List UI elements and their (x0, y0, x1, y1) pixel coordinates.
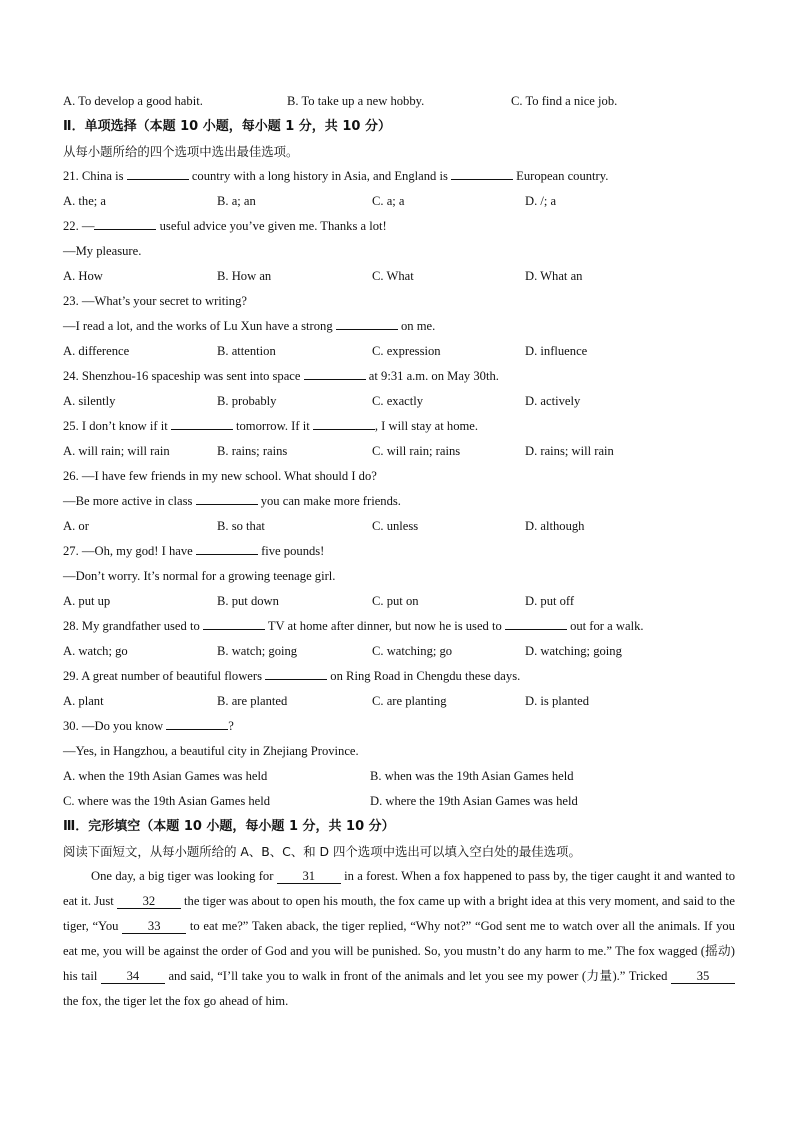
option-c[interactable]: C. will rain; rains (372, 444, 461, 458)
question-stem-line (63, 464, 735, 489)
answer-blank[interactable] (336, 314, 398, 330)
stem-text: 23. —What’s your secret to writing? (63, 294, 247, 308)
section-2-heading: Ⅱ．单项选择（本题 10 小题，每小题 1 分，共 10 分） (63, 119, 391, 134)
option-c[interactable]: C. watching; go (372, 644, 453, 658)
cloze-blank[interactable]: 32 (117, 894, 181, 909)
answer-blank[interactable] (265, 664, 327, 680)
question-stem-line (63, 739, 735, 764)
option-d[interactable]: D. is planted (525, 694, 590, 708)
question-options (63, 339, 735, 364)
passage-text: in a forest. When a fox happened to pass by, the tiger caught it and wanted to eat it. Just (63, 869, 735, 908)
answer-blank[interactable] (196, 539, 258, 555)
answer-blank[interactable] (94, 214, 156, 230)
answer-blank[interactable] (304, 364, 366, 380)
stem-text: —Don’t worry. It’s normal for a growing teenage girl. (63, 569, 336, 583)
option-d[interactable]: D. /; a (525, 194, 557, 208)
cloze-blank[interactable]: 34 (101, 969, 165, 984)
question-stem-line (63, 214, 735, 239)
stem-text: —My pleasure. (63, 244, 142, 258)
stem-text: out for a walk. (566, 619, 644, 633)
stem-text: at 9:31 a.m. on May 30th. (365, 369, 499, 383)
stem-text: country with a long history in Asia, and England is (188, 169, 452, 183)
option-b[interactable]: B. put down (217, 594, 279, 608)
question-item (63, 614, 735, 664)
passage-text: to eat me?” Taken aback, the tiger replied, “Why not?” “God sent me to watch over all the animals. If you eat me, you will be against the order of God and you will be punished. So, you mustn’t do any harm to me.” The fox wagged (摇动) his tail (63, 919, 735, 983)
question-item (63, 664, 735, 714)
option-d[interactable]: D. influence (525, 344, 588, 358)
option-b[interactable]: B. probably (217, 394, 277, 408)
option-d[interactable]: D. rains; will rain (525, 444, 614, 458)
cloze-passage (63, 864, 735, 1014)
section-3-heading: Ⅲ．完形填空（本题 10 小题，每小题 1 分，共 10 分） (63, 819, 395, 834)
stem-text: ? (228, 719, 234, 733)
question-stem-line (63, 314, 735, 339)
answer-blank[interactable] (505, 614, 567, 630)
option-d[interactable]: D. although (525, 519, 585, 533)
option-c[interactable]: C. a; a (372, 194, 405, 208)
question-stem-line (63, 539, 735, 564)
stem-text: 28. My grandfather used to (63, 619, 203, 633)
passage-text: One day, a big tiger was looking for (91, 869, 277, 883)
question-options (63, 789, 735, 814)
question-options (63, 764, 735, 789)
stem-text: 25. I don’t know if it (63, 419, 171, 433)
option-b[interactable]: B. when was the 19th Asian Games held (370, 769, 574, 783)
option-c[interactable]: C. exactly (372, 394, 424, 408)
question-item (63, 164, 735, 214)
stem-text: TV at home after dinner, but now he is used to (264, 619, 505, 633)
option-a[interactable]: A. put up (63, 594, 111, 608)
answer-blank[interactable] (451, 164, 513, 180)
stem-text: 22. — (63, 219, 95, 233)
option-c[interactable]: C. put on (372, 594, 419, 608)
question-stem-line (63, 714, 735, 739)
option-a: A. To develop a good habit. (63, 94, 203, 108)
question-stem-line (63, 164, 735, 189)
stem-text: 21. China is (63, 169, 127, 183)
stem-text: 27. —Oh, my god! I have (63, 544, 196, 558)
question-options (63, 589, 735, 614)
option-d[interactable]: D. actively (525, 394, 581, 408)
option-d[interactable]: D. watching; going (525, 644, 622, 658)
question-item (63, 214, 735, 289)
question-stem-line (63, 289, 735, 314)
option-b[interactable]: B. How an (217, 269, 272, 283)
option-c[interactable]: C. unless (372, 519, 419, 533)
question-30 (63, 714, 735, 814)
option-b[interactable]: B. so that (217, 519, 265, 533)
option-d[interactable]: D. put off (525, 594, 575, 608)
option-c[interactable]: C. where was the 19th Asian Games held (63, 794, 271, 808)
stem-text: on me. (397, 319, 436, 333)
question-item (63, 464, 735, 539)
answer-blank[interactable] (166, 714, 228, 730)
passage-text: the tiger was about to open his mouth, the fox came up with a bright idea at this very moment, and said to the tiger, “You (63, 894, 735, 933)
cloze-blank[interactable]: 31 (277, 869, 341, 884)
option-c[interactable]: C. What (372, 269, 414, 283)
stem-text: —I read a lot, and the works of Lu Xun have a strong (63, 319, 336, 333)
question-stem-line (63, 664, 735, 689)
option-a[interactable]: A. How (63, 269, 103, 283)
option-a[interactable]: A. will rain; will rain (63, 444, 170, 458)
answer-blank[interactable] (171, 414, 233, 430)
stem-text: —Be more active in class (63, 494, 196, 508)
question-options (63, 689, 735, 714)
option-a[interactable]: A. the; a (63, 194, 107, 208)
stem-text: 30. —Do you know (63, 719, 167, 733)
stem-text: useful advice you’ve given me. Thanks a lot! (156, 219, 387, 233)
option-b[interactable]: B. rains; rains (217, 444, 288, 458)
stem-text: European country. (513, 169, 609, 183)
stem-text: on Ring Road in Chengdu these days. (327, 669, 521, 683)
option-c[interactable]: C. are planting (372, 694, 447, 708)
option-b[interactable]: B. a; an (217, 194, 256, 208)
question-list (63, 164, 735, 714)
option-b[interactable]: B. are planted (217, 694, 288, 708)
option-a[interactable]: A. difference (63, 344, 130, 358)
exam-page (63, 89, 735, 1014)
option-a[interactable]: A. plant (63, 694, 104, 708)
passage-text: the fox, the tiger let the fox go ahead of him. (63, 994, 289, 1008)
question-item (63, 289, 735, 364)
stem-text: , I will stay at home. (374, 419, 479, 433)
option-b[interactable]: B. watch; going (217, 644, 298, 658)
stem-text: —Yes, in Hangzhou, a beautiful city in Zhejiang Province. (63, 744, 359, 758)
question-stem-line (63, 364, 735, 389)
question-item (63, 414, 735, 464)
stem-text: 26. —I have few friends in my new school. What should I do? (63, 469, 377, 483)
question-stem-line (63, 564, 735, 589)
previous-question-options (63, 89, 735, 114)
answer-blank[interactable] (313, 414, 375, 430)
cloze-blank[interactable]: 35 (671, 969, 735, 984)
question-options (63, 389, 735, 414)
question-options (63, 189, 735, 214)
option-c: C. To find a nice job. (511, 94, 618, 108)
option-a[interactable]: A. silently (63, 394, 116, 408)
question-item (63, 539, 735, 614)
answer-blank[interactable] (203, 614, 265, 630)
question-options (63, 439, 735, 464)
option-a[interactable]: A. when the 19th Asian Games was held (63, 769, 268, 783)
stem-text: five pounds! (257, 544, 325, 558)
stem-text: 29. A great number of beautiful flowers (63, 669, 266, 683)
question-stem-line (63, 414, 735, 439)
option-b[interactable]: B. attention (217, 344, 276, 358)
question-stem-line (63, 614, 735, 639)
section-3-instruction: 阅读下面短文，从每小题所给的 A、B、C、和 D 四个选项中选出可以填入空白处的最佳选项。 (63, 844, 581, 859)
section-2-instruction: 从每小题所给的四个选项中选出最佳选项。 (63, 144, 299, 159)
question-options (63, 264, 735, 289)
question-stem-line (63, 489, 735, 514)
question-item (63, 364, 735, 414)
passage-text: and said, “I’ll take you to walk in front of the animals and let you see my power (力量).” Tricked (164, 969, 671, 983)
answer-blank[interactable] (127, 164, 189, 180)
stem-text: 24. Shenzhou-16 spaceship was sent into space (63, 369, 304, 383)
answer-blank[interactable] (196, 489, 258, 505)
option-d[interactable]: D. where the 19th Asian Games was held (370, 794, 578, 808)
question-stem-line (63, 239, 735, 264)
option-a[interactable]: A. watch; go (63, 644, 128, 658)
stem-text: tomorrow. If it (232, 419, 313, 433)
cloze-blank[interactable]: 33 (122, 919, 186, 934)
option-b: B. To take up a new hobby. (287, 94, 425, 108)
question-options (63, 639, 735, 664)
question-options (63, 514, 735, 539)
option-d[interactable]: D. What an (525, 269, 583, 283)
option-a[interactable]: A. or (63, 519, 89, 533)
option-c[interactable]: C. expression (372, 344, 441, 358)
stem-text: you can make more friends. (257, 494, 401, 508)
